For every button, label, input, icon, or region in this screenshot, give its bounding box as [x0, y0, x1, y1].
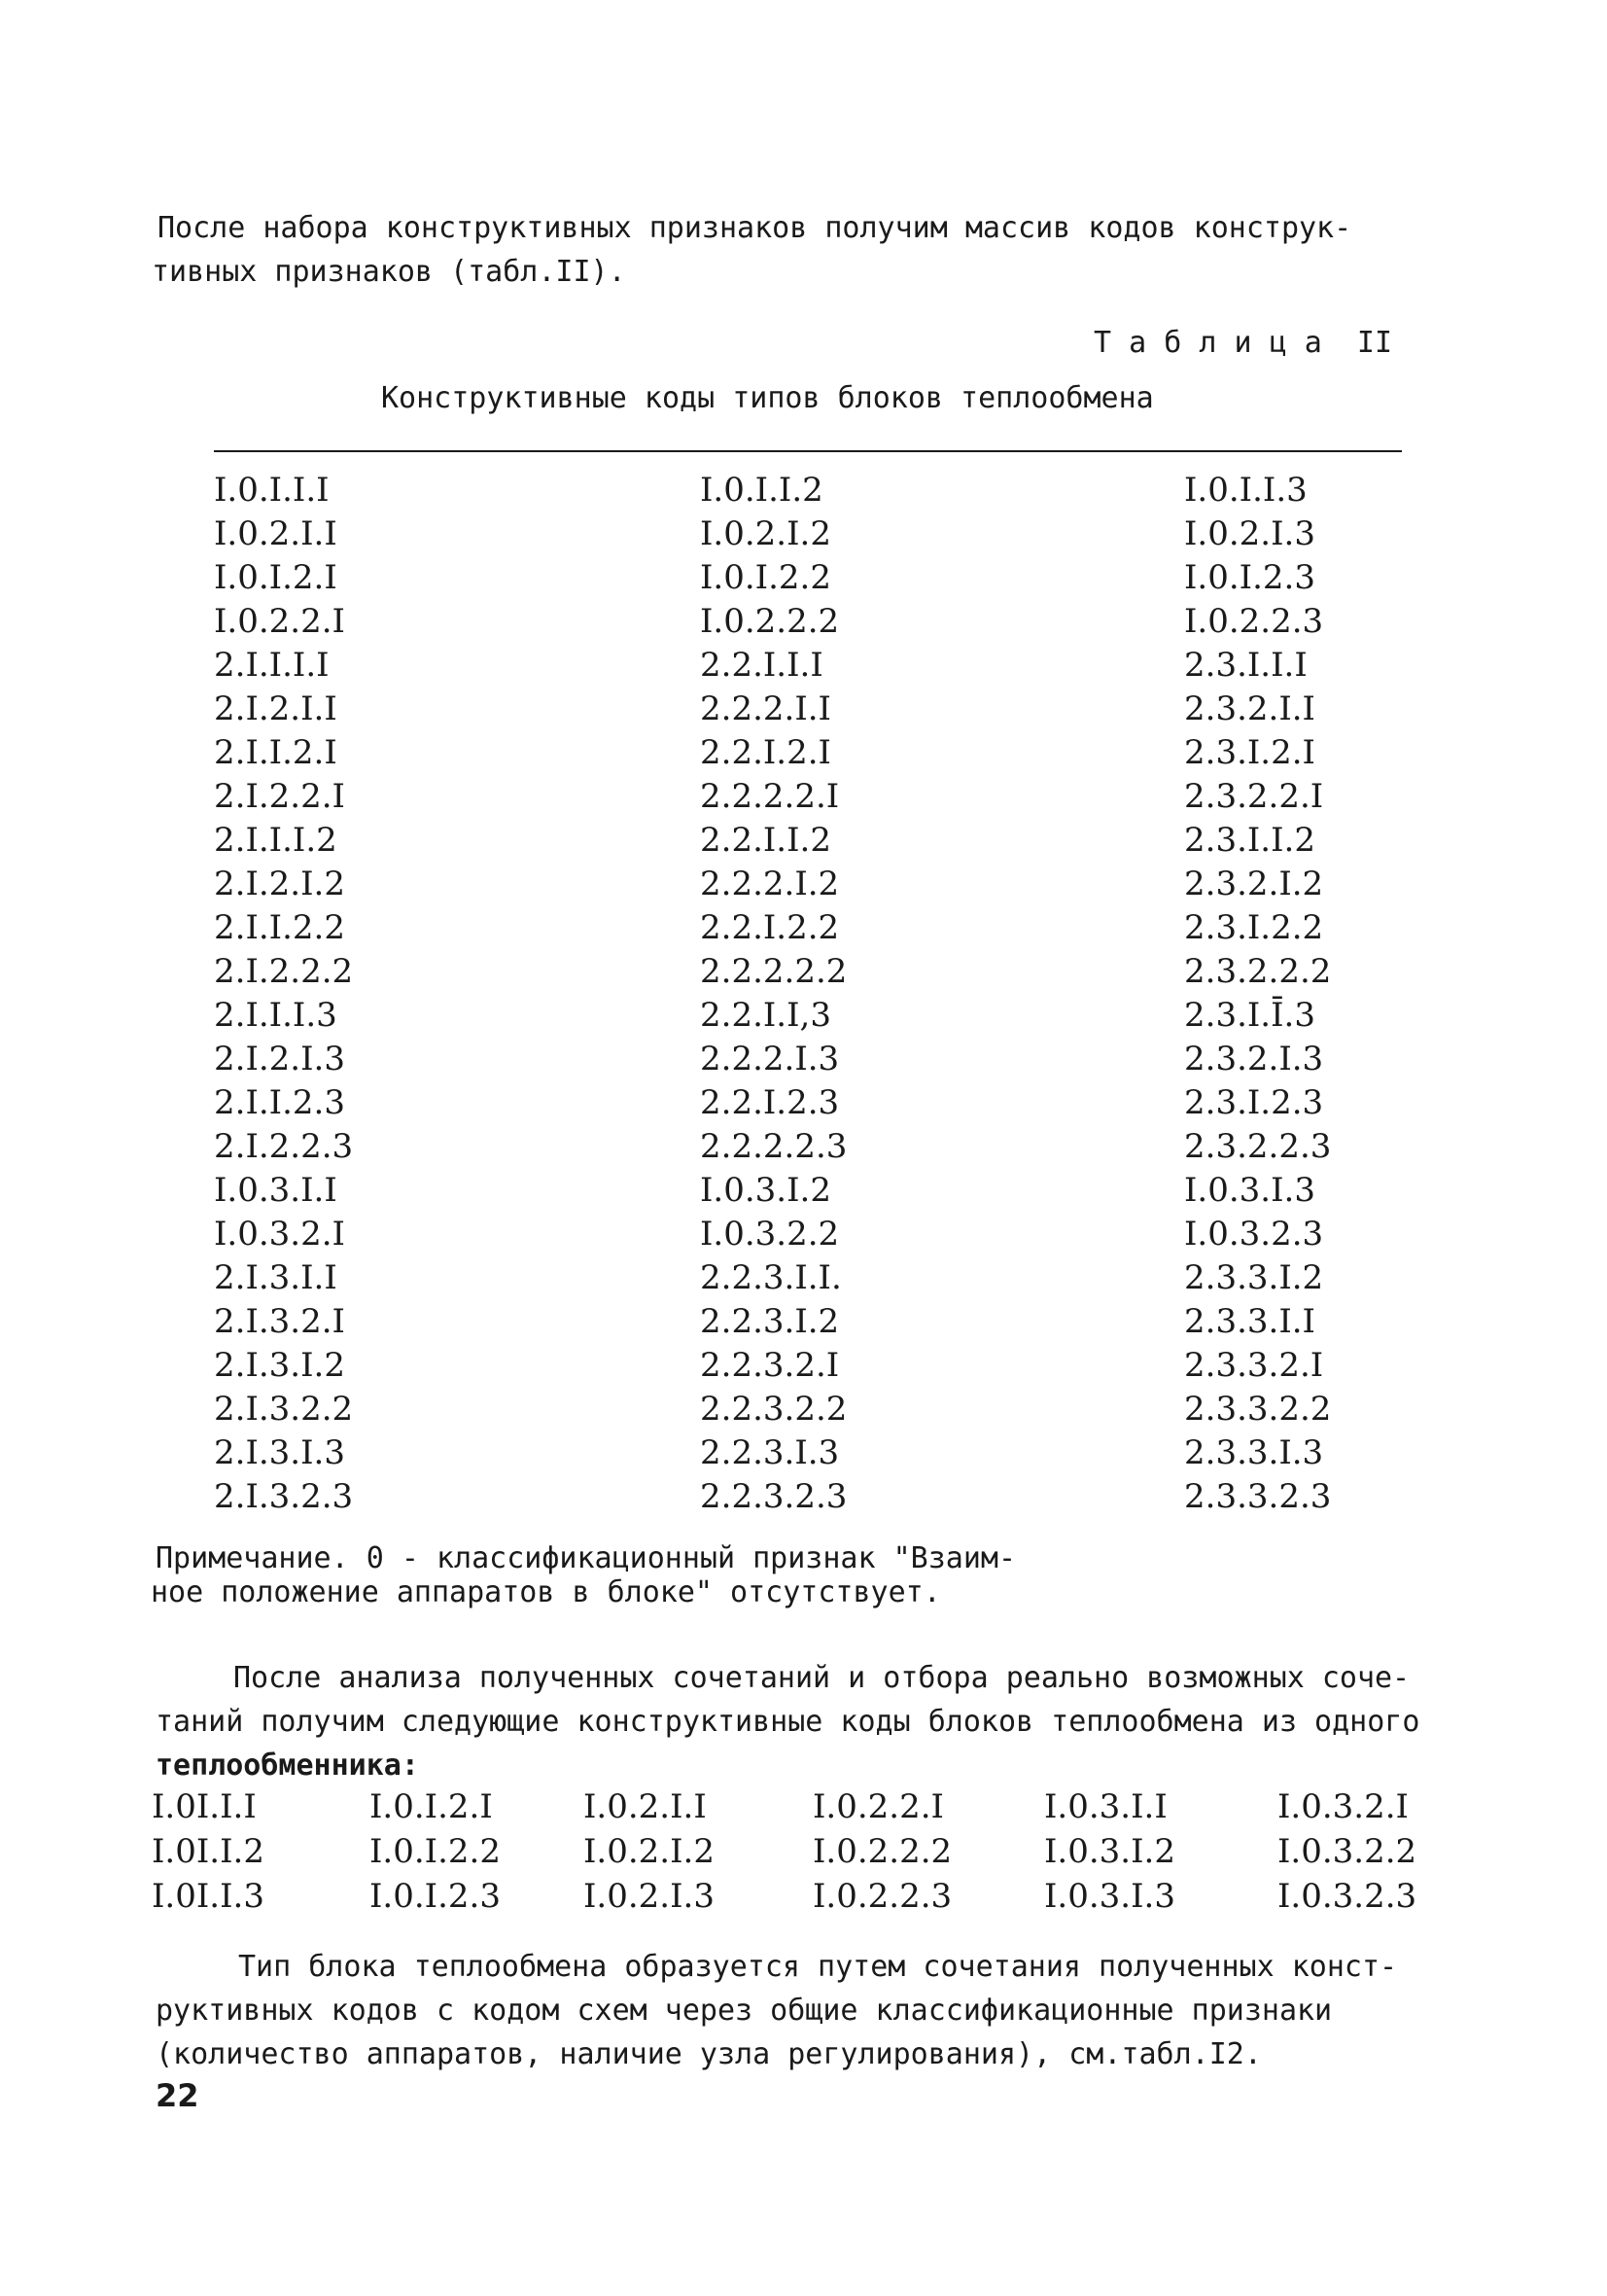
code-cell: I.0.3.I.I: [214, 1171, 337, 1210]
code-cell: 2.3.I.2.I: [1184, 733, 1315, 772]
intro-line-2: тивных признаков (табл.II).: [152, 255, 626, 289]
code-cell: 2.I.I.2.2: [214, 908, 345, 947]
code-cell: 2.3.3.I.3: [1184, 1433, 1324, 1472]
code-cell: I.0.I.2.3: [1184, 558, 1315, 597]
combination-code: I.0.3.2.2: [1277, 1832, 1417, 1871]
combination-code: I.0.2.2.I: [813, 1787, 944, 1826]
code-cell: I.0.2.2.I: [214, 602, 345, 641]
code-cell: 2.3.3.2.3: [1184, 1477, 1332, 1516]
code-cell: 2.2.3.2.3: [700, 1477, 848, 1516]
code-cell: 2.2.2.2.I: [700, 777, 840, 816]
code-cell: 2.3.2.2.3: [1184, 1127, 1332, 1166]
combination-code: I.0.3.I.2: [1044, 1832, 1175, 1871]
code-cell: I.0.2.2.2: [700, 602, 840, 641]
code-cell: 2.3.I.I.I: [1184, 646, 1308, 685]
codes-column-2: [700, 469, 847, 1519]
combination-code: I.0.I.2.2: [369, 1832, 501, 1871]
codes-column-1: [214, 469, 353, 1519]
code-cell: 2.I.2.I.2: [214, 865, 345, 903]
analysis-paragraph: [156, 1656, 1497, 1787]
code-cell: 2.I.2.I.I: [214, 689, 337, 728]
code-cell: 2.3.2.I.2: [1184, 865, 1324, 903]
code-cell: 2.2.3.I.2: [700, 1302, 840, 1341]
code-cell: 2.2.I.I.I: [700, 646, 823, 685]
code-cell: 2.I.3.I.3: [214, 1433, 345, 1472]
code-cell: 2.2.3.I.I.: [700, 1258, 842, 1297]
code-cell: 2.3.3.I.I: [1184, 1302, 1315, 1341]
code-cell: 2.I.3.2.2: [214, 1390, 354, 1429]
note-line-1: Примечание. 0 - классификационный признак "Взаим-: [156, 1541, 1017, 1575]
code-cell: 2.3.3.I.2: [1184, 1258, 1324, 1297]
codes-column-3: [1184, 469, 1331, 1519]
code-cell: I.0.I.I.2: [700, 471, 823, 510]
code-cell: 2.3.I.2.3: [1184, 1083, 1324, 1122]
code-cell: 2.3.2.2.I: [1184, 777, 1324, 816]
closing-line-3: (количество аппаратов, наличие узла регулирования), см.табл.I2.: [156, 2037, 1262, 2071]
closing-paragraph: [156, 1945, 1502, 2076]
code-cell: I.0.I.I.I: [214, 471, 330, 510]
code-cell: 2.I.I.I.2: [214, 821, 337, 860]
code-cell: 2.I.I.2.3: [214, 1083, 345, 1122]
code-cell: 2.I.2.I.3: [214, 1040, 345, 1078]
combination-code: I.0.I.2.I: [369, 1787, 493, 1826]
code-cell: 2.3.3.2.I: [1184, 1346, 1324, 1385]
code-cell: 2.2.I.2.3: [700, 1083, 840, 1122]
code-cell: 2.2.3.I.3: [700, 1433, 840, 1472]
code-cell: 2.2.2.I.2: [700, 865, 840, 903]
code-cell: 2.2.2.I.I: [700, 689, 831, 728]
analysis-line-3: теплообменника:: [156, 1748, 419, 1783]
combination-code: I.0I.I.3: [152, 1877, 264, 1916]
combination-code: I.0.3.I.3: [1044, 1877, 1175, 1916]
combination-code: I.0.2.2.2: [813, 1832, 953, 1871]
table-title: Конструктивные коды типов блоков теплообмена: [381, 381, 1154, 415]
code-cell: I.0.3.I.3: [1184, 1171, 1315, 1210]
combination-code: I.0.3.2.I: [1277, 1787, 1409, 1826]
code-cell: I.0.I.I.3: [1184, 471, 1308, 510]
code-cell: 2.I.2.2.I: [214, 777, 345, 816]
code-cell: I.0.2.2.3: [1184, 602, 1324, 641]
combination-code: I.0.I.2.3: [369, 1877, 501, 1916]
analysis-line-1: После анализа полученных сочетаний и отбора реально возможных соче-: [233, 1661, 1411, 1695]
code-cell: 2.I.3.I.I: [214, 1258, 337, 1297]
page-number: 22: [156, 2077, 199, 2114]
code-cell: 2.2.2.I.3: [700, 1040, 840, 1078]
combination-code: I.0.3.I.I: [1044, 1787, 1168, 1826]
code-cell: 2.I.I.2.I: [214, 733, 337, 772]
code-cell: 2.3.2.I.3: [1184, 1040, 1324, 1078]
code-cell: 2.I.I.I.I: [214, 646, 330, 685]
combination-code: I.0.3.2.3: [1277, 1877, 1417, 1916]
combination-code: I.0.2.I.I: [583, 1787, 707, 1826]
code-cell: 2.2.3.2.I: [700, 1346, 840, 1385]
code-cell: 2.3.2.I.I: [1184, 689, 1315, 728]
code-cell: I.0.2.I.3: [1184, 514, 1315, 553]
table-top-rule: [214, 450, 1402, 452]
table-caption: Т а б л и ц а II: [1094, 326, 1393, 360]
code-cell: 2.I.3.2.3: [214, 1477, 354, 1516]
combination-code: I.0.2.I.2: [583, 1832, 715, 1871]
combination-code: I.0.2.2.3: [813, 1877, 953, 1916]
combination-code: I.0.2.I.3: [583, 1877, 715, 1916]
code-cell: 2.3.I.Ī.3: [1184, 996, 1315, 1035]
code-cell: I.0.2.I.I: [214, 514, 337, 553]
code-cell: 2.2.2.2.2: [700, 952, 848, 991]
code-cell: 2.2.I.I.2: [700, 821, 831, 860]
table-note: [151, 1541, 1017, 1609]
code-cell: I.0.I.2.2: [700, 558, 831, 597]
intro-paragraph: [152, 206, 1480, 294]
combination-code: I.0I.I.I: [152, 1787, 257, 1826]
code-cell: 2.2.3.2.2: [700, 1390, 848, 1429]
code-cell: 2.2.2.2.3: [700, 1127, 848, 1166]
code-cell: 2.3.2.2.2: [1184, 952, 1332, 991]
analysis-line-2: таний получим следующие конструктивные коды блоков теплообмена из одного: [156, 1705, 1420, 1739]
code-cell: 2.2.I.I,3: [700, 996, 831, 1035]
code-cell: I.0.3.2.3: [1184, 1215, 1324, 1254]
code-cell: I.0.2.I.2: [700, 514, 831, 553]
code-cell: 2.3.3.2.2: [1184, 1390, 1332, 1429]
code-cell: I.0.3.2.2: [700, 1215, 840, 1254]
code-cell: 2.3.I.2.2: [1184, 908, 1324, 947]
code-cell: 2.2.I.2.I: [700, 733, 831, 772]
code-cell: 2.I.2.2.2: [214, 952, 354, 991]
intro-line-1: После набора конструктивных признаков получим массив кодов конструк-: [157, 211, 1352, 245]
code-cell: I.0.I.2.I: [214, 558, 337, 597]
combination-code: I.0I.I.2: [152, 1832, 264, 1871]
code-cell: I.0.3.I.2: [700, 1171, 831, 1210]
code-cell: 2.3.I.I.2: [1184, 821, 1315, 860]
code-cell: 2.2.I.2.2: [700, 908, 840, 947]
closing-line-2: руктивных кодов с кодом схем через общие классификационные признаки: [156, 1994, 1333, 2028]
code-cell: I.0.3.2.I: [214, 1215, 345, 1254]
note-line-2: ное положение аппаратов в блоке" отсутствует.: [151, 1575, 941, 1609]
code-cell: 2.I.2.2.3: [214, 1127, 354, 1166]
code-cell: 2.I.3.I.2: [214, 1346, 345, 1385]
closing-line-1: Тип блока теплообмена образуется путем сочетания полученных конст-: [238, 1950, 1398, 1984]
code-cell: 2.I.I.I.3: [214, 996, 337, 1035]
code-cell: 2.I.3.2.I: [214, 1302, 345, 1341]
